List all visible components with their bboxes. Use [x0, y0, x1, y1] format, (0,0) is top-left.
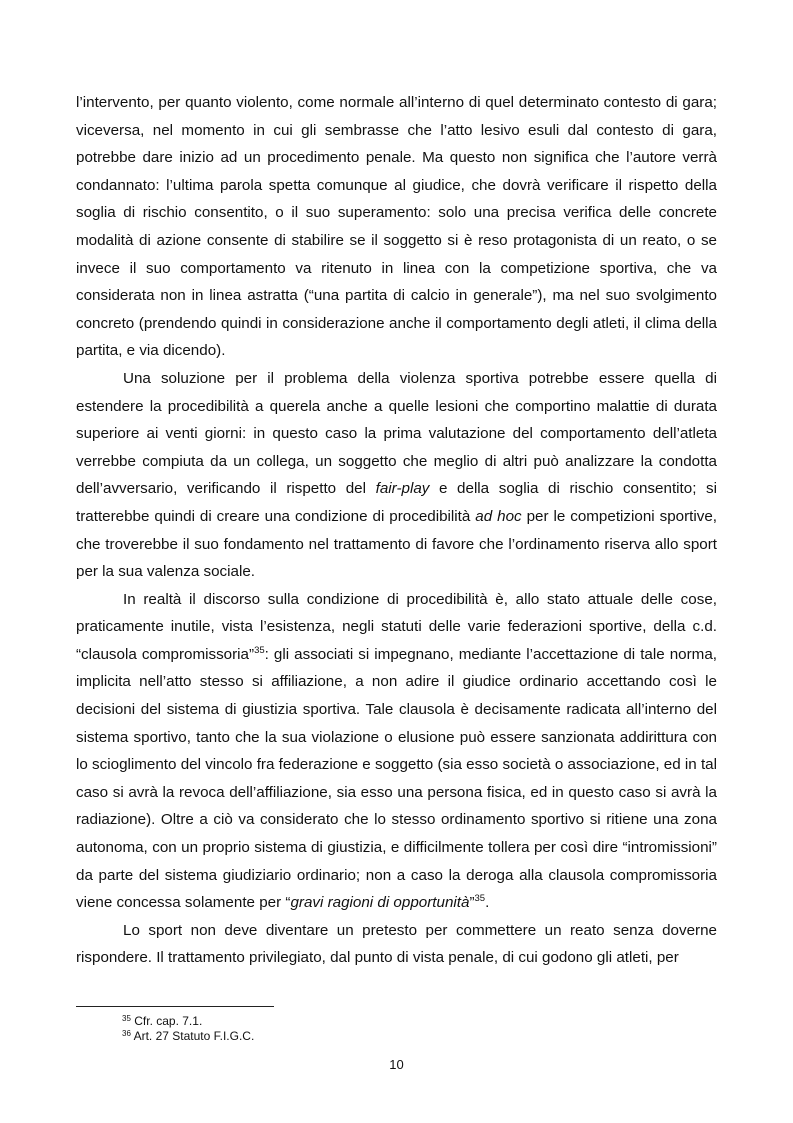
footnote-reference: 35: [474, 893, 486, 905]
text-run: l’intervento, per quanto violento, come normale all’interno di quel determinato contesto di gara; viceversa, nel momento in cui gli sembrasse che l’atto lesivo esuli dal contesto di gara, potrebbe dare inizio ad un procedimento penale. Ma questo non significa che l’autore verrà condannato: l’ultima parola spetta comunque al giudice, che dovrà verificare il rispetto della soglia di rischio consentito, o il suo superamento: solo una precisa verifica delle concrete modalità di azione consente di stabilire se il soggetto si è reso protagonista di un reato, o se invece il suo comportamento va ritenuto in linea con la competizione sportiva, che va considerata non in linea astratta (“una partita di calcio in generale”), ma nel suo svolgimento concreto (prendendo quindi in considerazione anche il comportamento degli atleti, il clima della partita, e via dicendo).: [76, 94, 717, 360]
footnote-text: Art. 27 Statuto F.I.G.C.: [130, 1029, 255, 1043]
paragraph-4: [76, 917, 717, 972]
text-run: Una soluzione per il problema della violenza sportiva potrebbe essere quella di estendere la procedibilità a querela anche a quelle lesioni che comportino malattie di durata superiore ai venti giorni: in questo caso la prima valutazione del comportamento dell’atleta verrebbe compiuta da un collega, un soggetto che meglio di altri può analizzare la condotta dell’avversario, verificando il rispetto del: [76, 369, 717, 498]
footnote-number: 35: [122, 1014, 131, 1023]
text-run: e della soglia di rischio consentito; si tratterebbe quindi di creare una condizione di procedibilità: [76, 480, 718, 525]
paragraph-2: [76, 365, 717, 586]
footnote-36: [122, 1029, 254, 1044]
text-run: : gli associati si impegnano, mediante l’accettazione di tale norma, implicita nell’atto stesso si affiliazione, a non adire il giudice ordinario accettando così le decisioni del sistema di giustizia sportiva. Tale clausola è decisamente radicata all’interno del sistema sportivo, tanto che la sua violazione o elusione può essere sanzionata addirittura con lo scioglimento del vincolo fra federazione e soggetto (sia esso società o associazione, ed in tal caso si avrà la revoca dell’affiliazione, sia esso una persona fisica, ed in questo caso si avrà la radiazione). Oltre a ciò va considerato che lo stesso ordinamento sportivo si ritiene una zona autonoma, con un proprio sistema di giustizia, e difficilmente tollera per così dire “intromissioni” da parte del sistema giudiziario ordinario; non a caso la deroga alla clausola compromissoria viene concessa solamente per “: [76, 645, 717, 912]
footnotes: [122, 1014, 254, 1044]
text-run: .: [485, 894, 490, 912]
italic-text: ad hoc: [475, 507, 522, 525]
footnote-divider: [76, 1006, 274, 1007]
text-run: per le competizioni sportive, che troverebbe il suo fondamento nel trattamento di favore che l’ordinamento riserva allo sport per la sua valenza sociale.: [76, 507, 718, 581]
footnote-text: Cfr. cap. 7.1.: [130, 1014, 203, 1028]
italic-text: gravi ragioni di opportunità: [290, 894, 470, 912]
italic-text: fair-play: [375, 480, 430, 498]
text-run: Lo sport non deve diventare un pretesto per commettere un reato senza doverne rispondere. Il trattamento privilegiato, dal punto di vista penale, di cui godono gli atleti, per: [76, 921, 717, 967]
text-run: In realtà il discorso sulla condizione di procedibilità è, allo stato attuale delle cose, praticamente inutile, vista l’esistenza, negli statuti delle varie federazioni sportive, della c.d. “clausola compromissoria”: [76, 590, 717, 663]
footnote-reference: 35: [254, 644, 265, 656]
text-run: ”: [469, 894, 475, 912]
footnote-number: 36: [122, 1029, 131, 1038]
page-number: 10: [389, 1057, 404, 1072]
paragraph-3: [76, 586, 717, 917]
footnote-35: [122, 1014, 254, 1029]
body-text: [76, 89, 717, 972]
paragraph-1: [76, 89, 717, 365]
